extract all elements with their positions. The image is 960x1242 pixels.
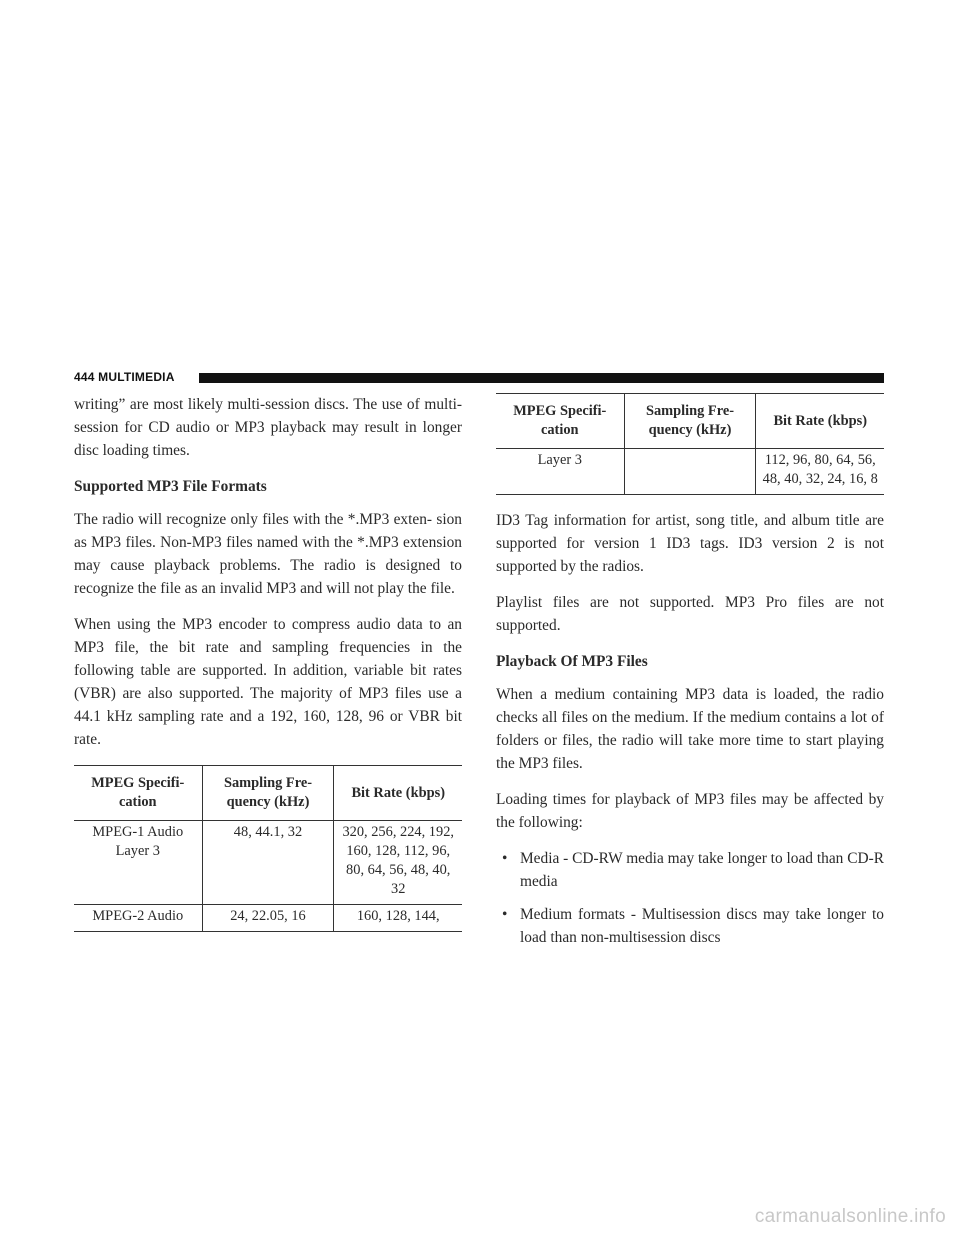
left-column bbox=[74, 393, 462, 932]
table-header-cell: Bit Rate (kbps) bbox=[334, 766, 462, 821]
table-cell: 112, 96, 80, 64, 56, 48, 40, 32, 24, 16, 8 bbox=[756, 449, 884, 495]
table-cell: 24, 22.05, 16 bbox=[202, 905, 334, 932]
table-header-cell: Sampling Fre- quency (kHz) bbox=[624, 394, 756, 449]
table-cell: 320, 256, 224, 192, 160, 128, 112, 96, 80, 64, 56, 48, 40, 32 bbox=[334, 821, 462, 905]
paragraph: ID3 Tag information for artist, song title, and album title are supported for version 1 ID3 tags. ID3 version 2 is not supported by the radios. bbox=[496, 512, 884, 575]
section-heading: Supported MP3 File Formats bbox=[74, 478, 267, 495]
table-row bbox=[74, 821, 462, 905]
section-heading: Playback Of MP3 Files bbox=[496, 653, 648, 670]
paragraph: When using the MP3 encoder to compress audio data to an MP3 file, the bit rate and sampling frequencies in the following table are supported. In addition, variable bit rates (VBR) are also supported. The majority of MP3 files use a 44.1 kHz sampling rate and a 192, 160, 128, 96 or VBR bit rate. bbox=[74, 616, 462, 748]
list-item-text: Medium formats - Multisession discs may take longer to load than non-multisession discs bbox=[520, 906, 884, 946]
table-header-cell: MPEG Specifi- cation bbox=[496, 394, 624, 449]
watermark: carmanualsonline.info bbox=[754, 1206, 946, 1227]
paragraph: writing” are most likely multi-session discs. The use of multi-session for CD audio or MP3 playback may result in longer disc loading times. bbox=[74, 396, 462, 459]
mp3-format-table-continued bbox=[496, 393, 884, 495]
list-item bbox=[496, 847, 884, 893]
header-rule bbox=[199, 373, 884, 383]
table-header-cell: Sampling Fre- quency (kHz) bbox=[202, 766, 334, 821]
table-header-cell: MPEG Specifi- cation bbox=[74, 766, 202, 821]
table-row bbox=[496, 449, 884, 495]
page-header bbox=[74, 371, 884, 385]
list-item-text: Media - CD-RW media may take longer to load than CD-R media bbox=[520, 850, 884, 890]
right-column bbox=[496, 393, 884, 959]
table-cell: Layer 3 bbox=[496, 449, 624, 495]
table-cell: MPEG-2 Audio bbox=[74, 905, 202, 932]
table-cell bbox=[624, 449, 756, 495]
bullet-list bbox=[496, 847, 884, 949]
table-cell: 48, 44.1, 32 bbox=[202, 821, 334, 905]
mp3-format-table bbox=[74, 765, 462, 932]
list-item bbox=[496, 903, 884, 949]
paragraph: Loading times for playback of MP3 files may be affected by the following: bbox=[496, 791, 884, 831]
bullet-icon: • bbox=[502, 850, 508, 867]
table-cell: 160, 128, 144, bbox=[334, 905, 462, 932]
paragraph: Playlist files are not supported. MP3 Pro files are not supported. bbox=[496, 594, 884, 634]
paragraph: The radio will recognize only files with the *.MP3 exten- sion as MP3 files. Non-MP3 files named with the *.MP3 extension may cause playback problems. The radio is designed to recognize the file as an invalid MP3 and will not play the file. bbox=[74, 511, 462, 597]
table-cell: MPEG-1 Audio Layer 3 bbox=[74, 821, 202, 905]
table-row bbox=[74, 905, 462, 932]
bullet-icon: • bbox=[502, 906, 508, 923]
table-header-cell: Bit Rate (kbps) bbox=[756, 394, 884, 449]
page-number-section: 444 MULTIMEDIA bbox=[74, 370, 175, 384]
paragraph: When a medium containing MP3 data is loaded, the radio checks all files on the medium. If the medium contains a lot of folders or files, the radio will take more time to start playing the MP3 files. bbox=[496, 686, 884, 772]
